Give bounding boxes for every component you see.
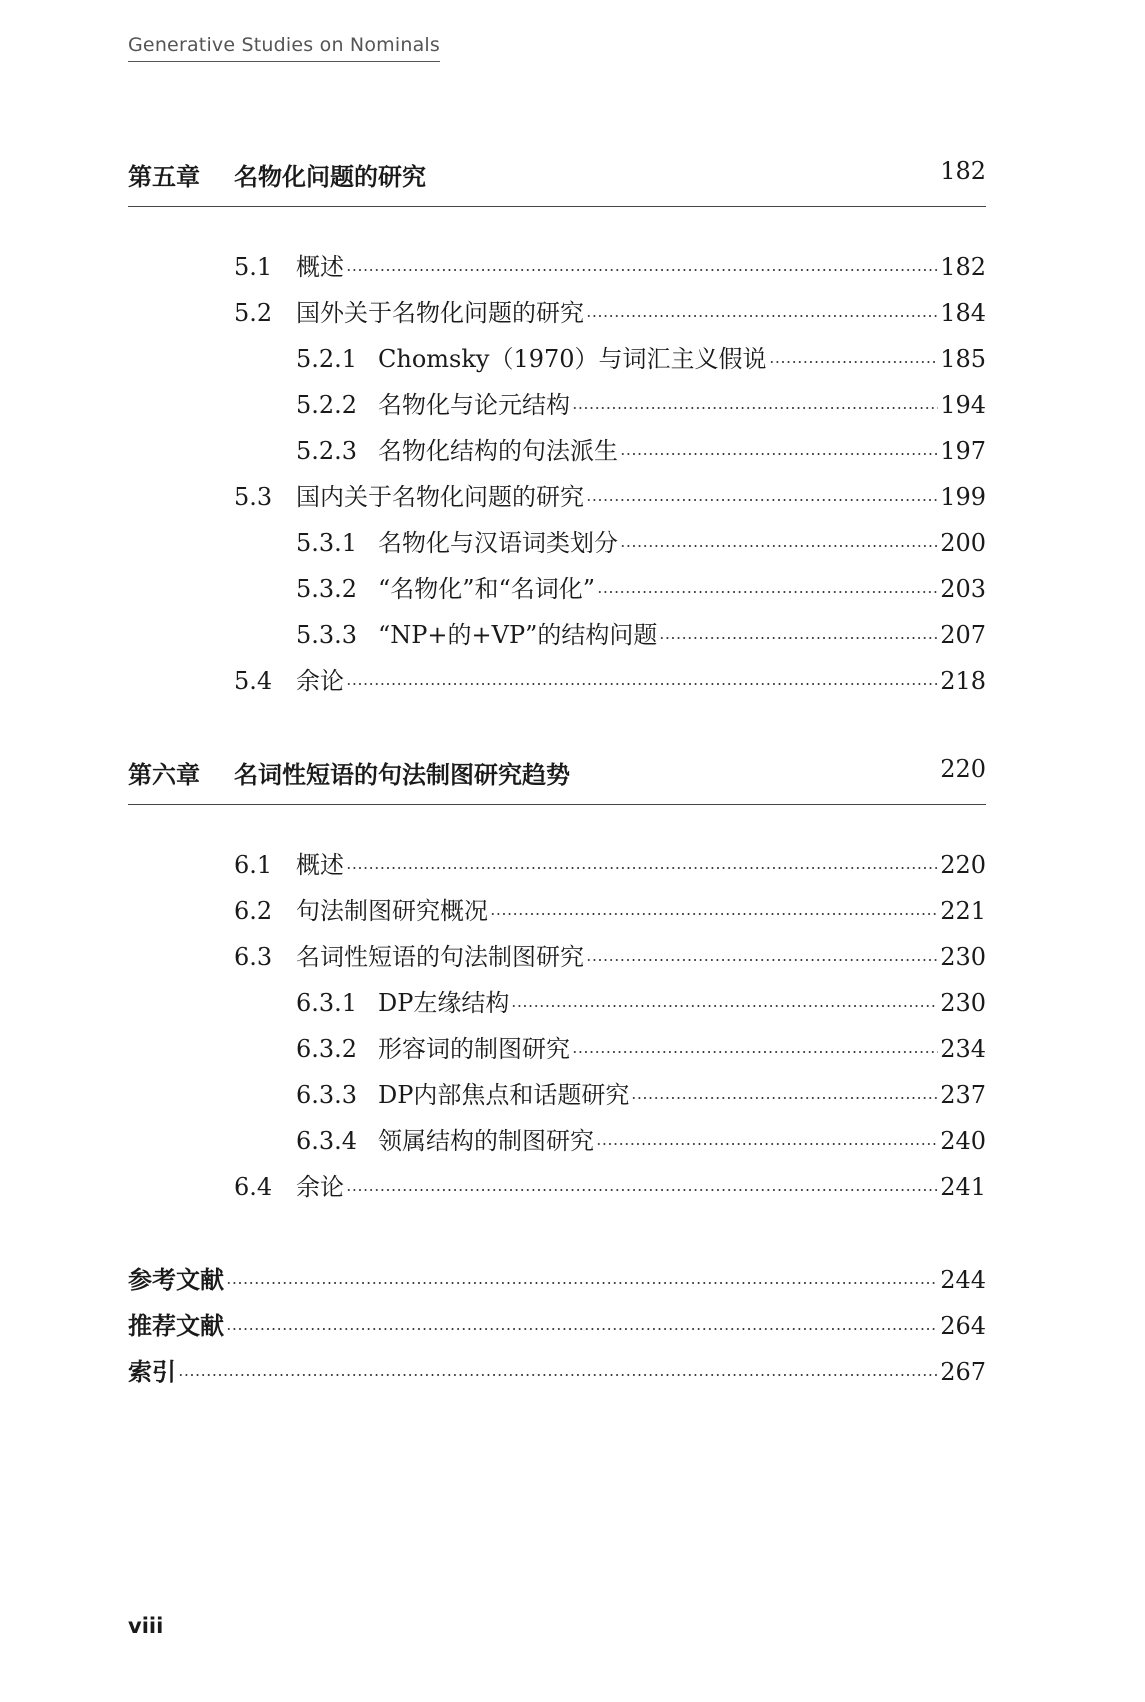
subsection-title: “NP+的+VP”的结构问题: [378, 621, 658, 649]
toc-entry: [296, 523, 986, 558]
section-page: 221: [940, 897, 986, 925]
subsection-page: 203: [940, 575, 986, 603]
toc-entry: [234, 477, 986, 512]
toc-entry: [296, 983, 986, 1018]
toc-entry: [234, 1167, 986, 1202]
section-page: 182: [940, 253, 986, 281]
section-page: 184: [940, 299, 986, 327]
dot-leader: [178, 1374, 938, 1376]
section-number: 6.1: [234, 851, 273, 879]
subsection-title: Chomsky（1970）与词汇主义假说: [378, 345, 767, 373]
section-number: 6.4: [234, 1173, 273, 1201]
dot-leader: [586, 499, 938, 501]
toc-entry: [296, 385, 986, 420]
dot-leader: [226, 1328, 938, 1330]
subsection-page: 207: [940, 621, 986, 649]
dot-leader: [346, 867, 938, 869]
toc-entry: [296, 431, 986, 466]
subsection-number: 6.3.1: [296, 989, 358, 1017]
chapter-number: 第五章: [128, 163, 200, 191]
toc-entry: [234, 845, 986, 880]
section-title: 国内关于名物化问题的研究: [296, 483, 584, 511]
section-page: 199: [940, 483, 986, 511]
section-title: 概述: [296, 851, 344, 879]
chapter-title: 名物化问题的研究: [234, 163, 426, 191]
subsection-page: 194: [940, 391, 986, 419]
section-title: 概述: [296, 253, 344, 281]
dot-leader: [226, 1282, 938, 1284]
chapter-title: 名词性短语的句法制图研究趋势: [234, 761, 570, 789]
backmatter-title: 索引: [128, 1358, 176, 1386]
subsection-page: 237: [940, 1081, 986, 1109]
toc-entry-backmatter: [128, 1306, 986, 1341]
section-title: 名词性短语的句法制图研究: [296, 943, 584, 971]
subsection-page: 200: [940, 529, 986, 557]
section-number: 5.1: [234, 253, 273, 281]
subsection-number: 5.3.2: [296, 575, 358, 603]
toc-entry: [296, 1121, 986, 1156]
subsection-page: 240: [940, 1127, 986, 1155]
dot-leader: [620, 453, 938, 455]
toc-entry: [296, 569, 986, 604]
section-number: 6.3: [234, 943, 273, 971]
toc-entry: [234, 937, 986, 972]
subsection-page: 185: [940, 345, 986, 373]
subsection-title: DP左缘结构: [378, 989, 510, 1017]
chapter-page: 220: [940, 755, 986, 783]
subsection-title: DP内部焦点和话题研究: [378, 1081, 630, 1109]
section-title: 句法制图研究概况: [296, 897, 488, 925]
toc-entry: [234, 891, 986, 926]
section-number: 6.2: [234, 897, 273, 925]
toc-entry: [296, 1075, 986, 1110]
toc-entry: [234, 661, 986, 696]
dot-leader: [346, 1189, 938, 1191]
dot-leader: [586, 959, 938, 961]
backmatter-page: 244: [940, 1266, 986, 1294]
subsection-title: 形容词的制图研究: [378, 1035, 570, 1063]
subsection-page: 234: [940, 1035, 986, 1063]
dot-leader: [346, 269, 938, 271]
toc-entry-backmatter: [128, 1352, 986, 1387]
section-page: 220: [940, 851, 986, 879]
dot-leader: [572, 407, 938, 409]
toc-entry: [296, 615, 986, 650]
subsection-page: 230: [940, 989, 986, 1017]
toc-entry: [296, 1029, 986, 1064]
subsection-number: 6.3.4: [296, 1127, 358, 1155]
page-number: viii: [128, 1614, 164, 1638]
section-page: 230: [940, 943, 986, 971]
dot-leader: [620, 545, 938, 547]
chapter-rule: [128, 804, 986, 805]
dot-leader: [659, 637, 938, 639]
section-title: 余论: [296, 667, 344, 695]
subsection-number: 5.3.3: [296, 621, 358, 649]
dot-leader: [597, 591, 938, 593]
dot-leader: [631, 1097, 938, 1099]
section-title: 国外关于名物化问题的研究: [296, 299, 584, 327]
subsection-number: 5.2.3: [296, 437, 358, 465]
chapter-number: 第六章: [128, 761, 200, 789]
dot-leader: [490, 913, 938, 915]
subsection-number: 5.3.1: [296, 529, 358, 557]
subsection-number: 5.2.2: [296, 391, 358, 419]
subsection-number: 5.2.1: [296, 345, 358, 373]
toc-entry: [296, 339, 986, 374]
subsection-number: 6.3.2: [296, 1035, 358, 1063]
section-page: 241: [940, 1173, 986, 1201]
running-header: Generative Studies on Nominals: [128, 34, 440, 62]
subsection-page: 197: [940, 437, 986, 465]
subsection-title: “名物化”和“名词化”: [378, 575, 596, 603]
toc-entry: [234, 247, 986, 282]
dot-leader: [769, 361, 939, 363]
section-title: 余论: [296, 1173, 344, 1201]
section-number: 5.2: [234, 299, 273, 327]
dot-leader: [572, 1051, 938, 1053]
backmatter-page: 264: [940, 1312, 986, 1340]
toc-entry-backmatter: [128, 1260, 986, 1295]
backmatter-title: 推荐文献: [128, 1312, 224, 1340]
dot-leader: [596, 1143, 938, 1145]
backmatter-page: 267: [940, 1358, 986, 1386]
chapter-rule: [128, 206, 986, 207]
subsection-title: 领属结构的制图研究: [378, 1127, 594, 1155]
section-number: 5.3: [234, 483, 273, 511]
dot-leader: [586, 315, 938, 317]
section-number: 5.4: [234, 667, 273, 695]
chapter-page: 182: [940, 157, 986, 185]
section-page: 218: [940, 667, 986, 695]
subsection-title: 名物化与论元结构: [378, 391, 570, 419]
subsection-title: 名物化结构的句法派生: [378, 437, 618, 465]
subsection-title: 名物化与汉语词类划分: [378, 529, 618, 557]
backmatter-title: 参考文献: [128, 1266, 224, 1294]
subsection-number: 6.3.3: [296, 1081, 358, 1109]
dot-leader: [346, 683, 938, 685]
dot-leader: [511, 1005, 938, 1007]
toc-entry: [234, 293, 986, 328]
